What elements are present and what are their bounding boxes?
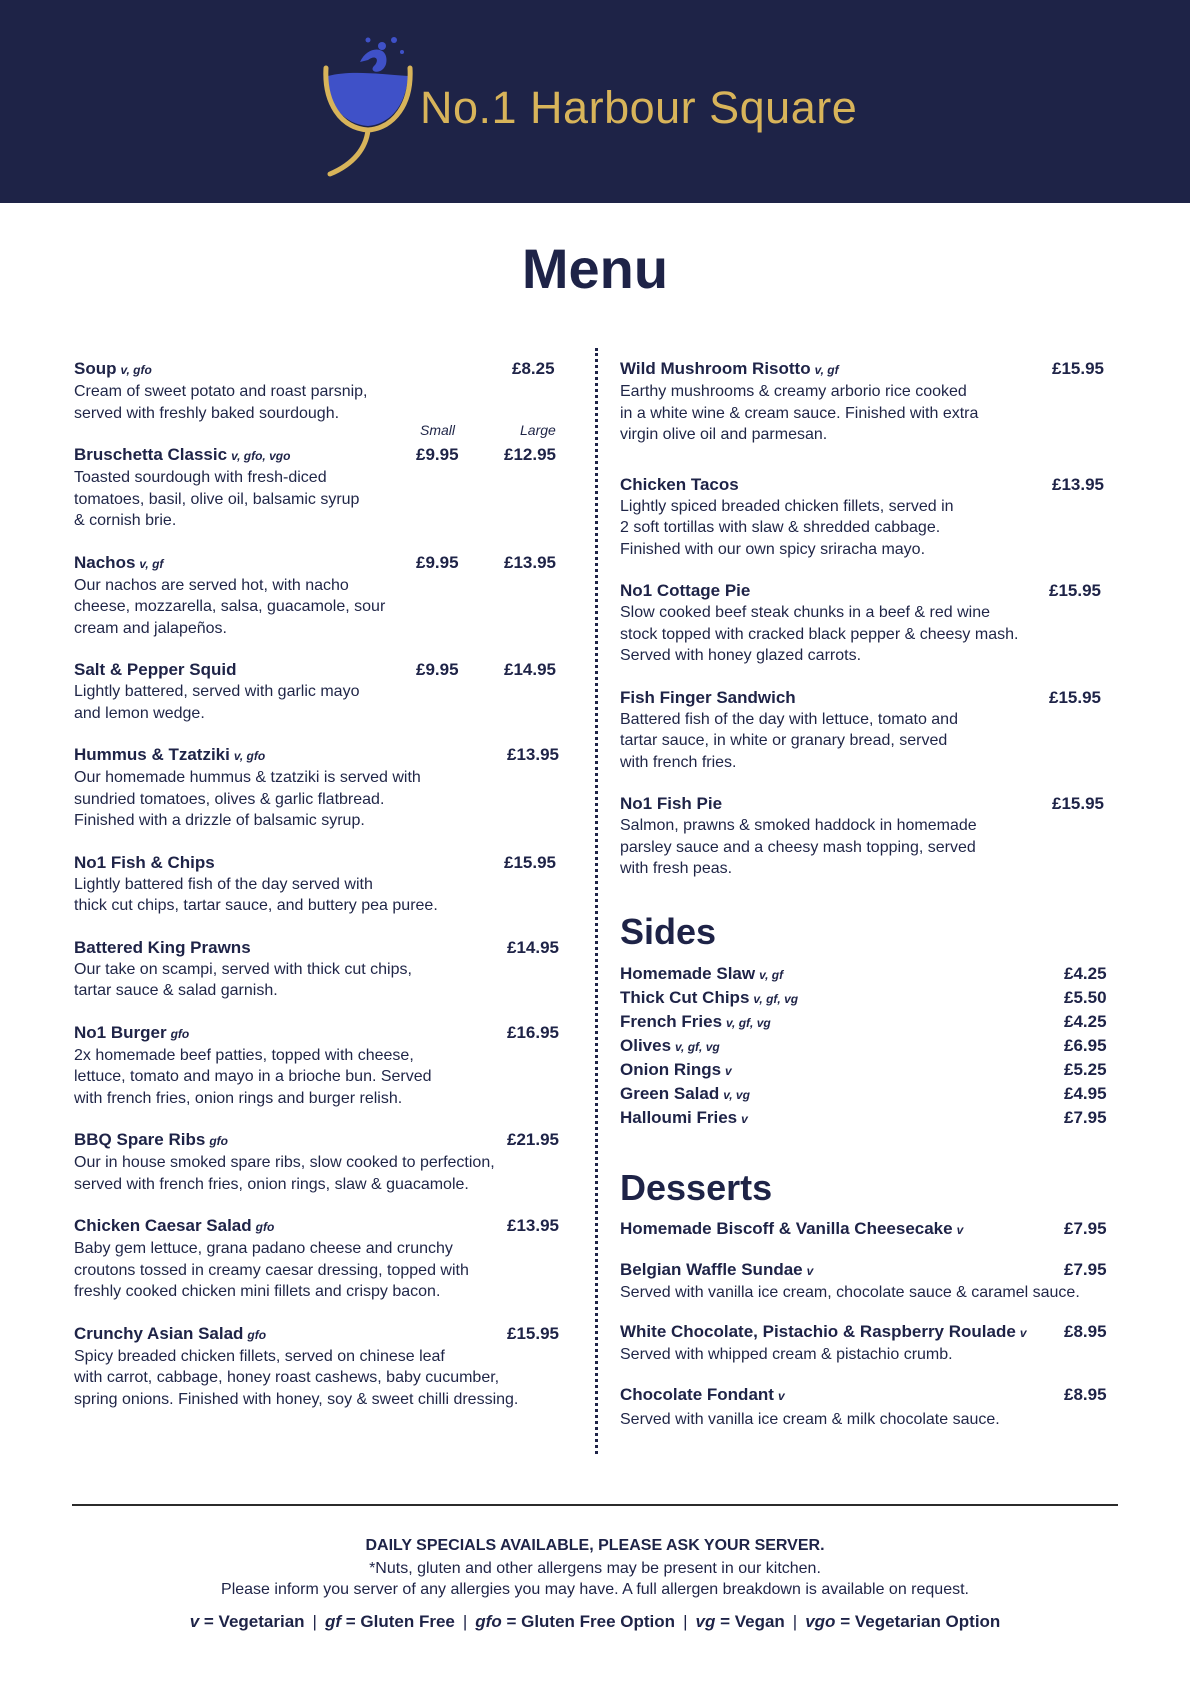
item-description: Salmon, prawns & smoked haddock in homemade parsley sauce and a cheesy mash topping, served with fresh peas. bbox=[620, 817, 977, 877]
item-name: White Chocolate, Pistachio & Raspberry Roulade bbox=[620, 1322, 1016, 1341]
item-name: Crunchy Asian Salad bbox=[74, 1323, 244, 1343]
item-price: £15.95 bbox=[507, 1323, 559, 1343]
dietary-tags: gfo bbox=[255, 1220, 275, 1234]
legend-entry bbox=[805, 1612, 1000, 1631]
legend-entry bbox=[190, 1612, 305, 1631]
legend-entry bbox=[475, 1612, 675, 1631]
item-name: No1 Burger bbox=[74, 1022, 167, 1042]
item-price: £4.95 bbox=[1064, 1083, 1107, 1103]
item-price: £8.25 bbox=[512, 359, 555, 378]
item-price-small: £9.95 bbox=[416, 445, 459, 464]
item-price-large: £13.95 bbox=[504, 552, 556, 572]
item-name: No1 Cottage Pie bbox=[620, 581, 751, 600]
menu-item bbox=[74, 422, 564, 532]
sides-heading: Sides bbox=[620, 910, 717, 952]
legend-meaning: = Vegetarian Option bbox=[840, 1612, 1001, 1631]
page-title: Menu bbox=[521, 237, 669, 300]
item-description: Served with vanilla ice cream, chocolate sauce & caramel sauce. bbox=[620, 1283, 1080, 1301]
item-name: Wild Mushroom Risotto bbox=[620, 359, 811, 378]
brand-name: No.1 Harbour Square bbox=[420, 82, 858, 133]
item-price-large: £12.95 bbox=[504, 445, 556, 464]
menu-item bbox=[74, 659, 564, 724]
menu-item bbox=[620, 358, 1110, 446]
dietary-tags: v bbox=[777, 1388, 785, 1403]
item-name: Halloumi Fries bbox=[620, 1107, 738, 1127]
list-item bbox=[620, 1384, 1110, 1431]
dietary-tags: v, gf, vg bbox=[753, 991, 799, 1006]
item-name: Green Salad bbox=[620, 1083, 720, 1103]
legend-code: v bbox=[189, 1612, 200, 1631]
item-name: BBQ Spare Ribs bbox=[74, 1130, 206, 1149]
legend-separator: | bbox=[683, 1612, 688, 1631]
item-name: French Fries bbox=[620, 1011, 723, 1031]
specials-notice: DAILY SPECIALS AVAILABLE, PLEASE ASK YOUR SERVER. bbox=[365, 1537, 825, 1554]
item-name: Homemade Slaw bbox=[620, 963, 756, 983]
item-price: £7.95 bbox=[1064, 1218, 1107, 1238]
menu-item bbox=[74, 937, 564, 1002]
menu-item bbox=[74, 1323, 564, 1411]
item-description: Baby gem lettuce, grana padano cheese and crunchy croutons tossed in creamy caesar dressing, topped with freshly cooked chicken mini fillets and crispy bacon. bbox=[74, 1240, 469, 1300]
item-price: £15.95 bbox=[504, 852, 556, 872]
item-name: Chicken Caesar Salad bbox=[74, 1216, 252, 1235]
legend-meaning: = Gluten Free Option bbox=[506, 1612, 676, 1631]
item-description: Our take on scampi, served with thick cut chips, tartar sauce & salad garnish. bbox=[74, 960, 412, 999]
list-item bbox=[620, 1082, 1110, 1106]
sides-list bbox=[620, 962, 1110, 1130]
item-description: Lightly battered fish of the day served with thick cut chips, tartar sauce, and buttery pea puree. bbox=[74, 875, 438, 914]
dietary-tags: v, gfo, vgo bbox=[231, 449, 291, 463]
item-name: Chicken Tacos bbox=[620, 474, 739, 494]
wine-glass-splash-icon bbox=[320, 32, 425, 182]
legend-entry bbox=[695, 1612, 784, 1631]
item-description: Cream of sweet potato and roast parsnip, served with freshly baked sourdough. bbox=[74, 383, 368, 422]
list-item bbox=[620, 1218, 1110, 1241]
legend-separator: | bbox=[792, 1612, 798, 1631]
dietary-tags: v bbox=[956, 1222, 964, 1237]
left-column bbox=[74, 358, 564, 1410]
item-price-small: £9.95 bbox=[416, 660, 459, 679]
item-description: Lightly spiced breaded chicken fillets, served in 2 soft tortillas with slaw & shredded cabbage. Finished with our own spicy sriracha mayo. bbox=[620, 497, 954, 558]
item-price: £4.25 bbox=[1064, 963, 1107, 983]
item-price: £21.95 bbox=[507, 1130, 559, 1149]
item-description: Spicy breaded chicken fillets, served on chinese leaf with carrot, cabbage, honey roast cashews, baby cucumber, spring onions. Finished with honey, soy & sweet chilli dressing. bbox=[74, 1347, 519, 1408]
item-price: £4.25 bbox=[1064, 1011, 1107, 1031]
menu-item bbox=[74, 744, 564, 832]
item-description: 2x homemade beef patties, topped with cheese, lettuce, tomato and mayo in a brioche bun. Served with french fries, onion rings and burger relish. bbox=[74, 1046, 432, 1107]
item-price: £8.95 bbox=[1064, 1384, 1107, 1404]
menu-item bbox=[74, 1022, 564, 1110]
dietary-tags: gfo bbox=[247, 1327, 267, 1342]
legend-meaning: = Vegetarian bbox=[203, 1612, 305, 1631]
item-name: Salt & Pepper Squid bbox=[74, 660, 237, 679]
dietary-tags: gfo bbox=[209, 1134, 228, 1148]
item-price: £7.95 bbox=[1064, 1259, 1107, 1279]
item-name: Soup bbox=[74, 359, 117, 378]
item-name: Nachos bbox=[74, 552, 136, 572]
list-item bbox=[620, 986, 1110, 1010]
menu-item bbox=[620, 474, 1110, 561]
menu-item bbox=[74, 552, 564, 640]
dietary-tags: v, gfo bbox=[120, 363, 152, 377]
item-price: £15.95 bbox=[1052, 359, 1104, 378]
menu-item bbox=[620, 687, 1110, 774]
footer-divider bbox=[72, 1504, 1118, 1506]
dietary-tags: v, gfo bbox=[233, 749, 266, 763]
list-item bbox=[620, 962, 1110, 986]
legend-code: vgo bbox=[805, 1612, 836, 1631]
dietary-tags: v bbox=[806, 1263, 814, 1278]
item-name: No1 Fish & Chips bbox=[74, 852, 215, 872]
dietary-legend bbox=[0, 1612, 1190, 1632]
list-item bbox=[620, 1034, 1110, 1058]
list-item bbox=[620, 1106, 1110, 1130]
item-name: No1 Fish Pie bbox=[620, 794, 723, 813]
item-description: Our homemade hummus & tzatziki is served with sundried tomatoes, olives & garlic flatbread. Finished with a drizzle of balsamic syrup. bbox=[74, 769, 421, 829]
menu-item bbox=[74, 1215, 564, 1303]
legend-code: gfo bbox=[475, 1612, 502, 1631]
item-price: £13.95 bbox=[507, 745, 559, 764]
menu-item bbox=[74, 358, 564, 424]
item-price: £7.95 bbox=[1064, 1107, 1107, 1127]
desserts-heading: Desserts bbox=[620, 1166, 773, 1208]
size-large-label: Large bbox=[520, 422, 556, 438]
dietary-tags: v, gf bbox=[139, 556, 164, 571]
item-description: Toasted sourdough with fresh-diced tomatoes, basil, olive oil, balsamic syrup & cornish brie. bbox=[74, 469, 360, 529]
item-description: Battered fish of the day with lettuce, tomato and tartar sauce, in white or granary bread, served with french fries. bbox=[620, 710, 958, 771]
list-item bbox=[620, 1321, 1110, 1366]
item-name: Homemade Biscoff & Vanilla Cheesecake bbox=[620, 1218, 953, 1238]
dietary-tags: v, gf bbox=[814, 363, 839, 377]
dietary-tags: v, vg bbox=[723, 1087, 750, 1102]
item-price: £5.50 bbox=[1064, 987, 1107, 1007]
item-description: Our nachos are served hot, with nacho cheese, mozzarella, salsa, guacamole, sour cream and jalapeños. bbox=[74, 576, 386, 637]
allergens-note: *Nuts, gluten and other allergens may be present in our kitchen. bbox=[369, 1560, 821, 1577]
right-column bbox=[620, 358, 1110, 1430]
item-price: £6.95 bbox=[1064, 1035, 1107, 1055]
dietary-tags: v, gf, vg bbox=[726, 1015, 771, 1030]
item-name: Onion Rings bbox=[620, 1059, 722, 1079]
desserts-list bbox=[620, 1218, 1110, 1431]
legend-separator: | bbox=[462, 1612, 468, 1631]
item-price-large: £14.95 bbox=[504, 660, 556, 679]
item-price-small: £9.95 bbox=[416, 552, 459, 572]
item-name: Battered King Prawns bbox=[74, 937, 251, 957]
legend-code: gf bbox=[324, 1612, 341, 1631]
item-price: £15.95 bbox=[1052, 794, 1104, 813]
legend-entry bbox=[325, 1612, 455, 1631]
legend-meaning: = Gluten Free bbox=[345, 1612, 455, 1631]
dietary-tags: v bbox=[1019, 1326, 1027, 1340]
inform-note: Please inform you server of any allergies you may have. A full allergen breakdown is available on request. bbox=[221, 1581, 969, 1598]
dietary-tags: v bbox=[741, 1111, 748, 1126]
size-small-label: Small bbox=[420, 422, 456, 438]
menu-item bbox=[74, 1129, 564, 1195]
item-price: £14.95 bbox=[507, 937, 559, 957]
dietary-tags: gfo bbox=[170, 1026, 190, 1041]
list-item bbox=[620, 1010, 1110, 1034]
menu-item bbox=[74, 852, 564, 917]
item-name: Thick Cut Chips bbox=[620, 987, 750, 1007]
menu-item bbox=[620, 793, 1110, 880]
legend-code: vg bbox=[695, 1612, 716, 1631]
item-price: £8.95 bbox=[1064, 1322, 1107, 1341]
item-description: Slow cooked beef steak chunks in a beef & red wine stock topped with cracked black pepper & cheesy mash. Served with honey glazed carrots. bbox=[620, 604, 1019, 664]
item-price: £16.95 bbox=[507, 1022, 559, 1042]
item-description: Our in house smoked spare ribs, slow cooked to perfection, served with french fries, onion rings, slaw & guacamole. bbox=[74, 1154, 495, 1193]
item-name: Chocolate Fondant bbox=[620, 1384, 774, 1404]
menu-item bbox=[620, 580, 1110, 667]
item-price: £5.25 bbox=[1064, 1059, 1107, 1079]
list-item bbox=[620, 1259, 1110, 1304]
header-banner bbox=[0, 0, 1190, 203]
item-price: £13.95 bbox=[1052, 474, 1104, 494]
dietary-tags: v, gf, vg bbox=[675, 1039, 720, 1054]
item-price: £13.95 bbox=[507, 1216, 559, 1235]
item-name: Fish Finger Sandwich bbox=[620, 687, 796, 707]
item-description: Lightly battered, served with garlic mayo and lemon wedge. bbox=[74, 683, 360, 722]
legend-separator: | bbox=[312, 1612, 317, 1631]
item-price: £15.95 bbox=[1049, 687, 1101, 707]
legend-meaning: = Vegan bbox=[720, 1612, 785, 1631]
list-item bbox=[620, 1058, 1110, 1082]
item-name: Olives bbox=[620, 1035, 672, 1055]
item-description: Served with vanilla ice cream & milk chocolate sauce. bbox=[620, 1410, 1000, 1428]
item-price: £15.95 bbox=[1049, 581, 1101, 600]
item-name: Belgian Waffle Sundae bbox=[620, 1259, 803, 1279]
dietary-tags: v bbox=[725, 1063, 732, 1078]
item-name: Bruschetta Classic bbox=[74, 445, 228, 464]
item-description: Served with whipped cream & pistachio crumb. bbox=[620, 1346, 953, 1363]
column-divider bbox=[595, 348, 598, 1454]
item-description: Earthy mushrooms & creamy arborio rice cooked in a white wine & cream sauce. Finished with extra virgin olive oil and parmesan. bbox=[620, 383, 979, 443]
item-name: Hummus & Tzatziki bbox=[74, 745, 230, 764]
dietary-tags: v, gf bbox=[759, 967, 784, 982]
